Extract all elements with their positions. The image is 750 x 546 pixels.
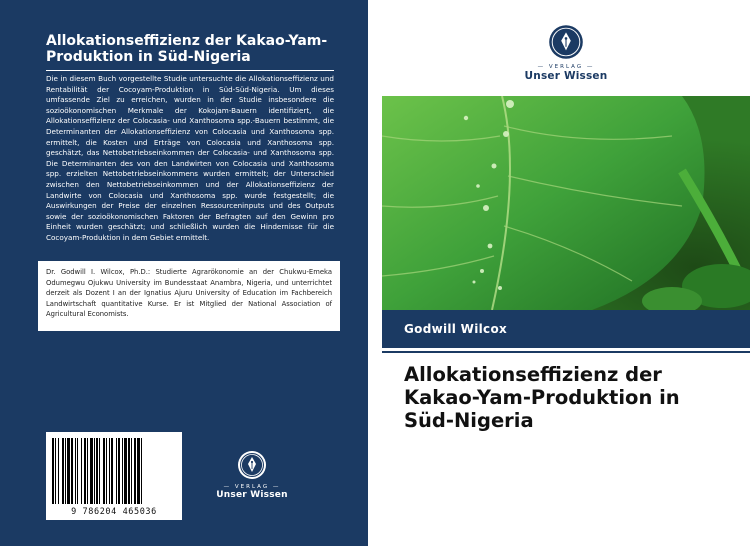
pen-nib-icon (237, 450, 267, 480)
publisher-verlag-label: — VERLAG — (537, 64, 595, 70)
author-bio: Dr. Godwill I. Wilcox, Ph.D.: Studierte Agrarökonomie an der Chukwu-Emeka Odumegwu Ojukwu University im Bundesstaat Anambra, Nigeria, und unterrichtet derzeit als Dozent I an der Ignatius Ajuru University of Education im Fachbereich Landwirtschaft quantitative Kurse. Er ist Mitglied der National Association of Agricultural Economists. (46, 268, 332, 318)
isbn-number: 9 786204 465036 (71, 507, 157, 517)
barcode-panel (46, 432, 182, 520)
front-cover-title: Allokationseffizienz der Kakao-Yam-Produktion in Süd-Nigeria (404, 363, 680, 432)
back-cover (0, 0, 368, 546)
barcode (50, 438, 176, 504)
back-cover-title: Allokationseffizienz der Kakao-Yam-Produktion in Süd-Nigeria (46, 33, 328, 65)
publisher-name: Unser Wissen (216, 490, 288, 500)
front-title-divider (382, 351, 750, 353)
spine (368, 0, 382, 546)
author-bio-panel (38, 261, 340, 331)
publisher-name: Unser Wissen (524, 70, 608, 82)
publisher-logo-front (500, 24, 632, 84)
taro-leaf-photo (382, 96, 750, 310)
publisher-verlag-label: — VERLAG — (223, 484, 281, 490)
publisher-logo-back (212, 450, 292, 502)
author-band (382, 310, 750, 348)
front-cover (382, 0, 750, 546)
front-author-name: Godwill Wilcox (404, 322, 508, 336)
pen-nib-icon (548, 24, 584, 60)
book-blurb: Die in diesem Buch vorgestellte Studie untersuchte die Allokationseffizienz und Rentabilität der Cocoyam-Produktion in Süd-Süd-Nigeria. Um dieses umfassende Ziel zu erreichen, wurden in der Studie insbesondere die sozioökonomischen Merkmale der Kokojam-Bauern identifiziert, die Allokationseffizienz der Colocasia- und Xanthosoma spp.-Bauern bestimmt, die Determinanten der Allokationseffizienz von Colocasia und Xanthosoma spp. ermittelt, die Kosten und Erträge von Colocasia und Xanthosoma spp. geschätzt, das Nettobetriebseinkommen der Colocasia- und Xanthosoma spp. Die Determinanten des von den Landwirten von Colocasia und Xanthosoma spp. erzielten Nettobetriebseinkommens wurden ermittelt; der Unterschied zwischen den Nettobetriebseinkommen und der Allokationseffizienz der Landwirte von Colocasia und Xanthosoma spp. wurde festgestellt; die Auswirkungen der Preise der einzelnen Ressourceninputs und des Outputs sowie der sozioökonomischen Faktoren der Befragten auf den Gewinn pro Einheit wurden geschätzt; und schließlich wurden die Hindernisse für die Cocoyam-Produktion in dem Gebiet ermittelt. (46, 74, 334, 242)
back-title-divider (46, 70, 334, 71)
